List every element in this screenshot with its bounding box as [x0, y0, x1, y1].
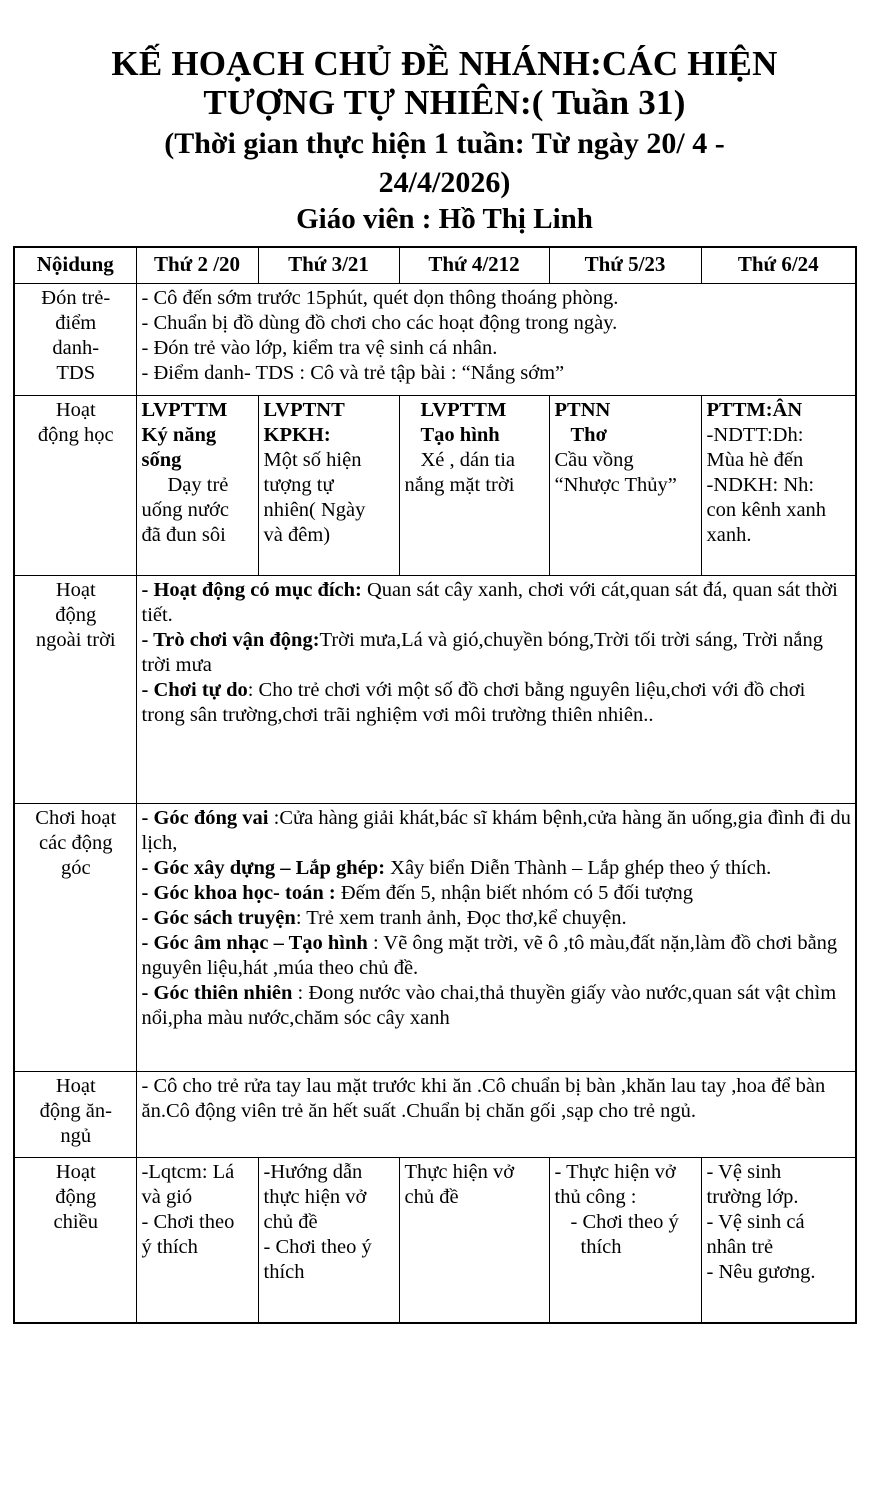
header-thu2: Thứ 2 /20 — [136, 247, 258, 283]
row-label-meal-l2: động ăn- — [39, 1099, 112, 1122]
outdoor-item-1-label: - Hoạt động có mục đích: — [141, 578, 362, 601]
table-row-afternoon — [14, 1157, 856, 1323]
corner-item-3-text: Đếm đến 5, nhận biết nhóm có 5 đối tượng — [335, 881, 693, 904]
afternoon-mon-l4: ý thích — [141, 1235, 198, 1258]
table-row-corners — [14, 803, 856, 1071]
afternoon-fri-l1: - Vệ sinh — [706, 1160, 782, 1183]
row-label-meal-l3: ngủ — [60, 1124, 92, 1147]
afternoon-tue-l2: thực hiện vở — [263, 1185, 367, 1208]
study-fri-body4: con kênh xanh — [706, 498, 827, 521]
afternoon-mon-l3: - Chơi theo — [141, 1210, 235, 1233]
afternoon-thu-l3: - Chơi theo ý — [570, 1210, 679, 1233]
afternoon-fri-l2: trường lớp. — [706, 1185, 799, 1208]
outdoor-item-3-text: : Cho trẻ chơi với một số đồ chơi bằng nguyên liệu,chơi với đồ chơi trong sân trường,chơi trãi nghiệm vơi môi trường thiên nhiên.. — [141, 678, 806, 726]
outdoor-item-2-label: - Trò chơi vận động: — [141, 628, 320, 651]
study-tue-head1: LVPTNT — [263, 398, 345, 421]
corner-item-4-text: : Trẻ xem tranh ảnh, Đọc thơ,kể chuyện. — [295, 906, 627, 929]
corner-item-4 — [142, 906, 852, 931]
header-thu3: Thứ 3/21 — [258, 247, 399, 283]
row-label-afternoon-l1: Hoạt — [55, 1160, 96, 1183]
outdoor-item-1-text: Quan sát cây xanh, chơi với cát,quan sát đá, quan sát thời tiết. — [141, 578, 838, 626]
row-label-outdoor-l2: động — [55, 603, 97, 626]
study-wed-head2: Tạo hình — [420, 423, 500, 446]
title-line-2: TƯỢNG TỰ NHIÊN:( Tuần 31) — [203, 83, 686, 123]
table-row-outdoor — [14, 575, 856, 803]
study-cell-tue — [258, 395, 399, 575]
header-thu4: Thứ 4/212 — [399, 247, 549, 283]
afternoon-thu-l1: - Thực hiện vở — [554, 1160, 676, 1183]
table-header-row — [14, 247, 856, 283]
study-cell-mon — [136, 395, 258, 575]
row-label-corners-l2: các động — [39, 831, 113, 854]
corner-item-2-label: - Góc xây dựng – Lắp ghép: — [141, 856, 386, 879]
row-label-study-l2: động học — [37, 423, 114, 446]
study-fri-body5: xanh. — [706, 523, 752, 546]
row-label-corners-l3: góc — [60, 856, 91, 879]
row-label-afternoon — [14, 1157, 136, 1323]
study-thu-head1: PTNN — [554, 398, 611, 421]
corner-item-3 — [142, 881, 852, 906]
study-wed-head1: LVPTTM — [420, 398, 507, 421]
row-label-study — [14, 395, 136, 575]
table-row-greeting — [14, 283, 856, 395]
row-label-corners — [14, 803, 136, 1071]
study-tue-body4: và đêm) — [263, 523, 331, 546]
afternoon-mon-l2: và gió — [141, 1185, 193, 1208]
row-label-greeting-l2: điểm — [55, 311, 97, 334]
header-thu5: Thứ 5/23 — [549, 247, 701, 283]
row-label-outdoor — [14, 575, 136, 803]
corner-item-5-label: - Góc âm nhạc – Tạo hình — [141, 931, 368, 954]
corner-item-6-label: - Góc thiên nhiên — [141, 981, 293, 1004]
row-label-outdoor-l3: ngoài trời — [35, 628, 116, 651]
afternoon-tue-l4: - Chơi theo ý — [263, 1235, 372, 1258]
study-thu-head2: Thơ — [570, 423, 607, 446]
study-wed-body1: Xé , dán tia — [420, 448, 515, 471]
study-fri-body2: Mùa hè đến — [706, 448, 804, 471]
afternoon-cell-wed — [399, 1157, 549, 1323]
greeting-line-1: - Cô đến sớm trước 15phút, quét dọn thông thoáng phòng. — [141, 286, 619, 309]
afternoon-tue-l1: -Hướng dẫn — [263, 1160, 363, 1183]
study-cell-thu — [549, 395, 701, 575]
study-mon-body3: đã đun sôi — [141, 523, 226, 546]
study-cell-fri — [701, 395, 856, 575]
row-label-greeting-l4: TDS — [56, 361, 96, 384]
study-tue-body1: Một số hiện — [263, 448, 362, 471]
afternoon-mon-l1: -Lqtcm: Lá — [141, 1160, 235, 1183]
afternoon-fri-l3: - Vệ sinh cá — [706, 1210, 805, 1233]
row-content-greeting — [136, 283, 856, 395]
study-mon-body1: Dạy trẻ — [167, 473, 229, 496]
corner-item-5 — [142, 931, 852, 981]
greeting-line-4: - Điểm danh- TDS : Cô và trẻ tập bài : “Nắng sớm” — [141, 361, 565, 384]
study-thu-body1: Cầu vồng — [554, 448, 634, 471]
afternoon-wed-l1: Thực hiện vở — [404, 1160, 515, 1183]
afternoon-cell-thu — [549, 1157, 701, 1323]
greeting-line-3: - Đón trẻ vào lớp, kiểm tra vệ sinh cá nhân. — [141, 336, 498, 359]
corner-item-4-label: - Góc sách truyện — [141, 906, 296, 929]
subtitle-line-1: (Thời gian thực hiện 1 tuần: Từ ngày 20/ 4 - — [164, 127, 725, 161]
afternoon-wed-l2: chủ đề — [404, 1185, 459, 1208]
study-wed-body2: nắng mặt trời — [404, 473, 515, 496]
subtitle-line-2: 24/4/2026) — [378, 165, 511, 199]
header-noidung: Nộidung — [14, 247, 136, 283]
row-label-afternoon-l3: chiều — [53, 1210, 98, 1233]
afternoon-tue-l5: thích — [263, 1260, 305, 1283]
row-label-afternoon-l2: động — [55, 1185, 97, 1208]
outdoor-item-3 — [142, 678, 852, 728]
study-tue-head2: KPKH: — [263, 423, 331, 446]
title-line-1: KẾ HOẠCH CHỦ ĐỀ NHÁNH:CÁC HIỆN — [111, 44, 778, 83]
weekly-plan-table-wrapper — [13, 246, 875, 1324]
corner-item-3-label: - Góc khoa học- toán : — [141, 881, 336, 904]
corner-item-2 — [142, 856, 852, 881]
table-row-study — [14, 395, 856, 575]
row-label-study-l1: Hoạt — [55, 398, 96, 421]
corner-item-2-text: Xây biển Diễn Thành – Lắp ghép theo ý thích. — [385, 856, 772, 879]
outdoor-item-2 — [142, 628, 852, 678]
row-content-meal: - Cô cho trẻ rửa tay lau mặt trước khi ăn .Cô chuẩn bị bàn ,khăn lau tay ,hoa để bàn ăn.Cô động viên trẻ ăn hết suất .Chuẩn bị chăn gối ,sạp cho trẻ ngủ. — [136, 1071, 856, 1157]
afternoon-thu-l2: thủ công : — [554, 1185, 637, 1208]
row-label-greeting-l3: danh- — [52, 336, 100, 359]
row-content-outdoor — [136, 575, 856, 803]
study-cell-wed — [399, 395, 549, 575]
afternoon-thu-l4: thích — [580, 1235, 622, 1258]
afternoon-fri-l5: - Nêu gương. — [706, 1260, 816, 1283]
study-fri-body1: -NDTT:Dh: — [706, 423, 804, 446]
row-content-corners — [136, 803, 856, 1071]
afternoon-cell-fri — [701, 1157, 856, 1323]
document-header — [0, 0, 889, 235]
outdoor-item-3-label: - Chơi tự do — [141, 678, 248, 701]
corner-item-1-text: :Cửa hàng giải khát,bác sĩ khám bệnh,cửa hàng ăn uống,gia đình đi du lịch, — [141, 806, 851, 854]
corner-item-6-text: : Đong nước vào chai,thả thuyền giấy vào nước,quan sát vật chìm nổi,pha màu nước,chăm sóc cây xanh — [141, 981, 837, 1029]
study-fri-head1: PTTM:ÂN — [706, 398, 803, 421]
corner-item-6 — [142, 981, 852, 1031]
row-label-greeting-l1: Đón trẻ- — [41, 286, 111, 309]
corner-item-1-label: - Góc đóng vai — [141, 806, 269, 829]
row-label-meal — [14, 1071, 136, 1157]
row-label-outdoor-l1: Hoạt — [55, 578, 96, 601]
row-label-corners-l1: Chơi hoạt — [35, 806, 117, 829]
afternoon-cell-tue — [258, 1157, 399, 1323]
study-mon-body2: uống nước — [141, 498, 229, 521]
row-label-meal-l1: Hoạt — [55, 1074, 96, 1097]
study-tue-body2: tượng tự — [263, 473, 334, 496]
study-mon-head3: sống — [141, 448, 182, 471]
header-thu6: Thứ 6/24 — [701, 247, 856, 283]
row-label-greeting — [14, 283, 136, 395]
afternoon-cell-mon — [136, 1157, 258, 1323]
afternoon-fri-l4: nhân trẻ — [706, 1235, 774, 1258]
study-fri-body3: -NDKH: Nh: — [706, 473, 815, 496]
outdoor-item-1 — [142, 578, 852, 628]
study-mon-head1: LVPTTM — [141, 398, 228, 421]
corner-item-1 — [142, 806, 852, 856]
afternoon-tue-l3: chủ đề — [263, 1210, 318, 1233]
weekly-plan-table — [13, 246, 857, 1324]
teacher-line: Giáo viên : Hồ Thị Linh — [296, 202, 593, 235]
table-row-meal — [14, 1071, 856, 1157]
study-tue-body3: nhiên( Ngày — [263, 498, 366, 521]
study-thu-body2: “Nhược Thủy” — [554, 473, 677, 496]
outdoor-item-2-text: Trời mưa,Lá và gió,chuyền bóng,Trời tối trời sáng, Trời nắng trời mưa — [141, 628, 823, 676]
corner-item-5-text: : Vẽ ông mặt trời, vẽ ô ,tô màu,đất nặn,làm đồ chơi bằng nguyên liệu,hát ,múa theo chủ đề. — [141, 931, 838, 979]
greeting-line-2: - Chuẩn bị đồ dùng đồ chơi cho các hoạt động trong ngày. — [141, 311, 618, 334]
study-mon-head2: Ký năng — [141, 423, 217, 446]
